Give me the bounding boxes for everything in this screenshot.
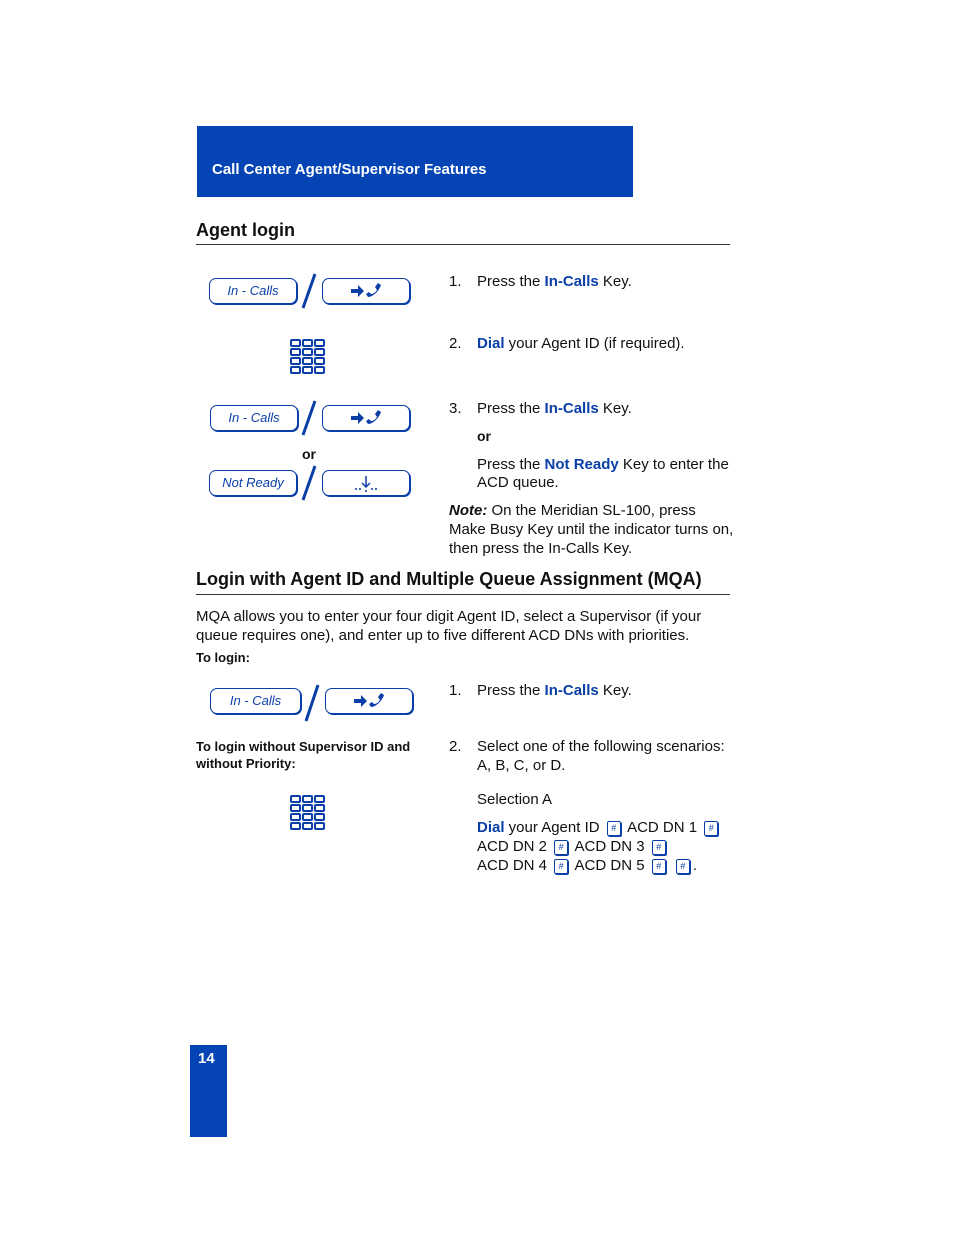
in-calls-key[interactable] [210, 405, 298, 431]
or-text: or [477, 428, 491, 444]
mqa-intro-line2: queue requires one), and enter up to five different ACD DNs with priorities. [196, 627, 690, 644]
mqa-heading: Login with Agent ID and Multiple Queue Assignment (MQA) [196, 569, 702, 589]
selection-a-title: Selection A [477, 791, 553, 808]
mqa-intro-line1: MQA allows you to enter your four digit Agent ID, select a Supervisor (if your [196, 608, 702, 625]
side-label-line2: without Priority: [196, 756, 296, 771]
hash-key-icon: # [676, 859, 690, 874]
mqa-step-2-line2: A, B, C, or D. [477, 757, 566, 774]
step-number: 1. [449, 682, 462, 699]
mqa-step-1-text: Press the In-Calls Key. [477, 682, 632, 699]
heading-rule [196, 594, 730, 595]
slash-divider [299, 399, 319, 437]
agent-login-heading: Agent login [196, 220, 295, 240]
not-ready-key[interactable] [209, 470, 297, 496]
section-header-title: Call Center Agent/Supervisor Features [212, 161, 487, 178]
dial-sequence-line1: Dial your Agent ID # ACD DN 1 # [477, 818, 721, 837]
hash-key-icon: # [554, 859, 568, 874]
not-ready-key-label: Not Ready [222, 475, 284, 490]
dial-sequence-line3: ACD DN 4 # ACD DN 5 # # . [477, 857, 698, 874]
indicator-icon [353, 475, 379, 493]
step-number: 3. [449, 400, 462, 417]
handset-arrow-icon [349, 282, 385, 300]
page-number: 14 [198, 1050, 215, 1067]
heading-rule [196, 244, 730, 245]
step-1-text: Press the In-Calls Key. [477, 273, 632, 290]
hash-key-icon: # [652, 840, 666, 855]
note-line2: Make Busy Key until the indicator turns on, [449, 521, 734, 538]
step-2-text: Dial your Agent ID (if required). [477, 335, 685, 352]
handset-arrow-icon [349, 409, 385, 427]
hash-key-icon: # [607, 821, 621, 836]
slash-divider [299, 464, 319, 502]
in-calls-key-label: In - Calls [227, 283, 279, 298]
hash-key-icon: # [554, 840, 568, 855]
step-number: 2. [449, 335, 462, 352]
in-calls-key-label: In - Calls [229, 693, 282, 708]
in-calls-key[interactable] [210, 688, 301, 714]
hash-key-icon: # [652, 859, 666, 874]
indicator-key[interactable] [322, 470, 410, 496]
alt-step-text: Press the Not Ready Key to enter the [477, 456, 729, 473]
dial-sequence-line2: ACD DN 2 # ACD DN 3 # [477, 837, 669, 856]
dialpad-icon [289, 338, 329, 378]
in-calls-key[interactable] [209, 278, 297, 304]
mqa-step-2-line1: Select one of the following scenarios: [477, 738, 725, 755]
or-label: or [302, 446, 316, 462]
step-number: 1. [449, 273, 462, 290]
handset-key[interactable] [325, 688, 413, 714]
step-3-text: Press the In-Calls Key. [477, 400, 632, 417]
step-number: 2. [449, 738, 462, 755]
alt-step-text-line2: ACD queue. [477, 474, 559, 491]
dialpad-icon [289, 794, 329, 834]
handset-key[interactable] [322, 278, 410, 304]
slash-divider [302, 683, 322, 723]
hash-key-icon: # [704, 821, 718, 836]
to-login-label: To login: [196, 650, 250, 665]
note-line3: then press the In-Calls Key. [449, 540, 633, 557]
side-label-line1: To login without Supervisor ID and [196, 739, 411, 754]
note-line1: Note: On the Meridian SL-100, press [449, 502, 696, 519]
in-calls-key-label: In - Calls [228, 410, 280, 425]
handset-arrow-icon [352, 692, 388, 710]
handset-key[interactable] [322, 405, 410, 431]
slash-divider [299, 272, 319, 310]
